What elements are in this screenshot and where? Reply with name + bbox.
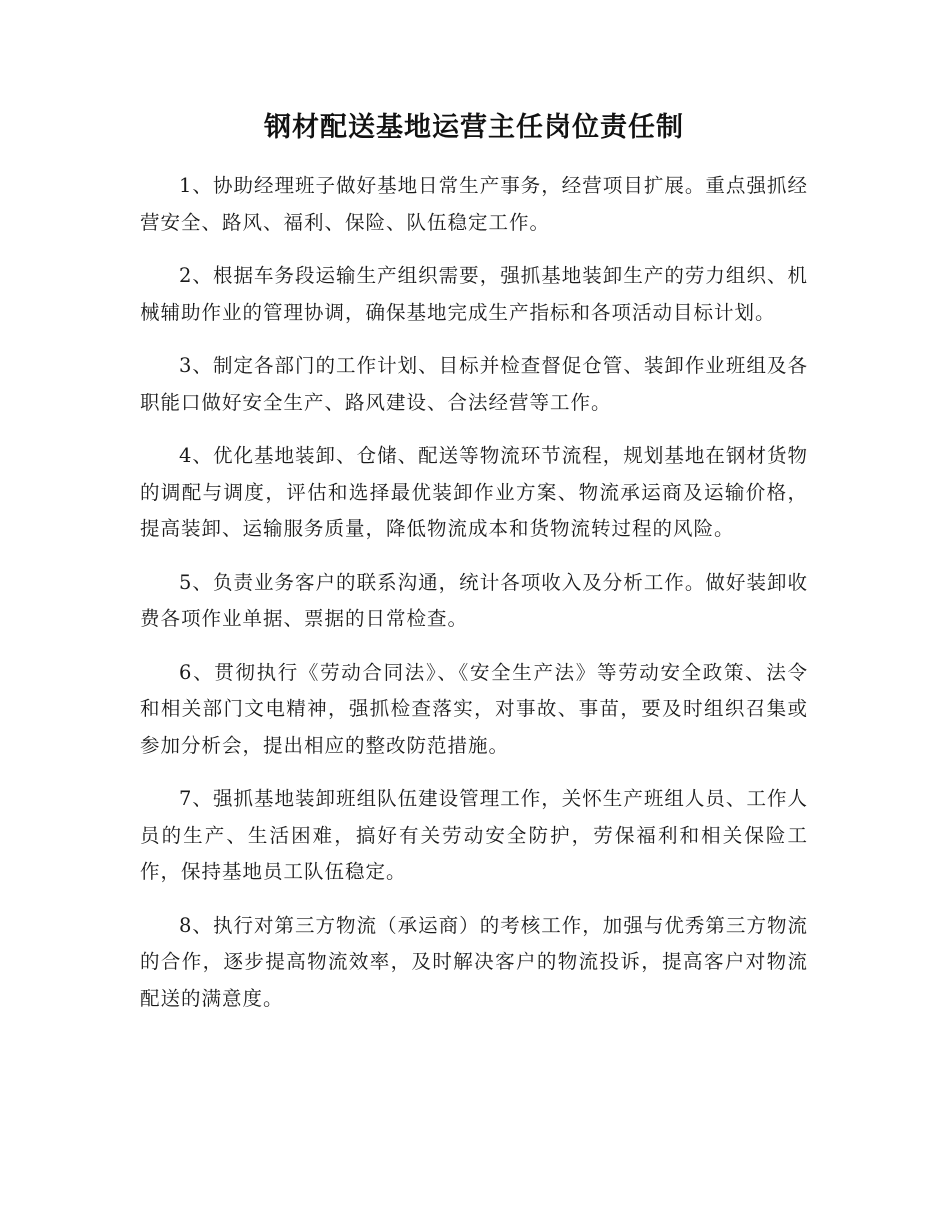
paragraph-8: 8、执行对第三方物流（承运商）的考核工作，加强与优秀第三方物流的合作，逐步提高物流效率，及时解决客户的物流投诉，提高客户对物流配送的满意度。 (140, 913, 808, 1010)
paragraph-7: 7、强抓基地装卸班组队伍建设管理工作，关怀生产班组人员、工作人员的生产、生活困难，搞好有关劳动安全防护，劳保福利和相关保险工作，保持基地员工队伍稳定。 (140, 787, 808, 883)
paragraph-5: 5、负责业务客户的联系沟通，统计各项收入及分析工作。做好装卸收费各项作业单据、票据的日常检查。 (140, 570, 808, 630)
document-page (140, 108, 808, 1034)
paragraph-2: 2、根据车务段运输生产组织需要，强抓基地装卸生产的劳力组织、机械辅助作业的管理协调，确保基地完成生产指标和各项活动目标计划。 (140, 264, 808, 324)
paragraph-6: 6、贯彻执行《劳动合同法》、《安全生产法》等劳动安全政策、法令和相关部门文电精神，强抓检查落实，对事故、事苗，要及时组织召集或参加分析会，提出相应的整改防范措施。 (140, 660, 808, 757)
paragraph-1: 1、协助经理班子做好基地日常生产事务，经营项目扩展。重点强抓经营安全、路风、福利、保险、队伍稳定工作。 (140, 174, 808, 234)
paragraph-3: 3、制定各部门的工作计划、目标并检查督促仓管、装卸作业班组及各职能口做好安全生产、路风建设、合法经营等工作。 (140, 354, 808, 414)
paragraph-4: 4、优化基地装卸、仓储、配送等物流环节流程，规划基地在钢材货物的调配与调度，评估和选择最优装卸作业方案、物流承运商及运输价格，提高装卸、运输服务质量，降低物流成本和货物流转过程的风险。 (140, 444, 808, 540)
document-title: 钢材配送基地运营主任岗位责任制 (264, 112, 684, 143)
